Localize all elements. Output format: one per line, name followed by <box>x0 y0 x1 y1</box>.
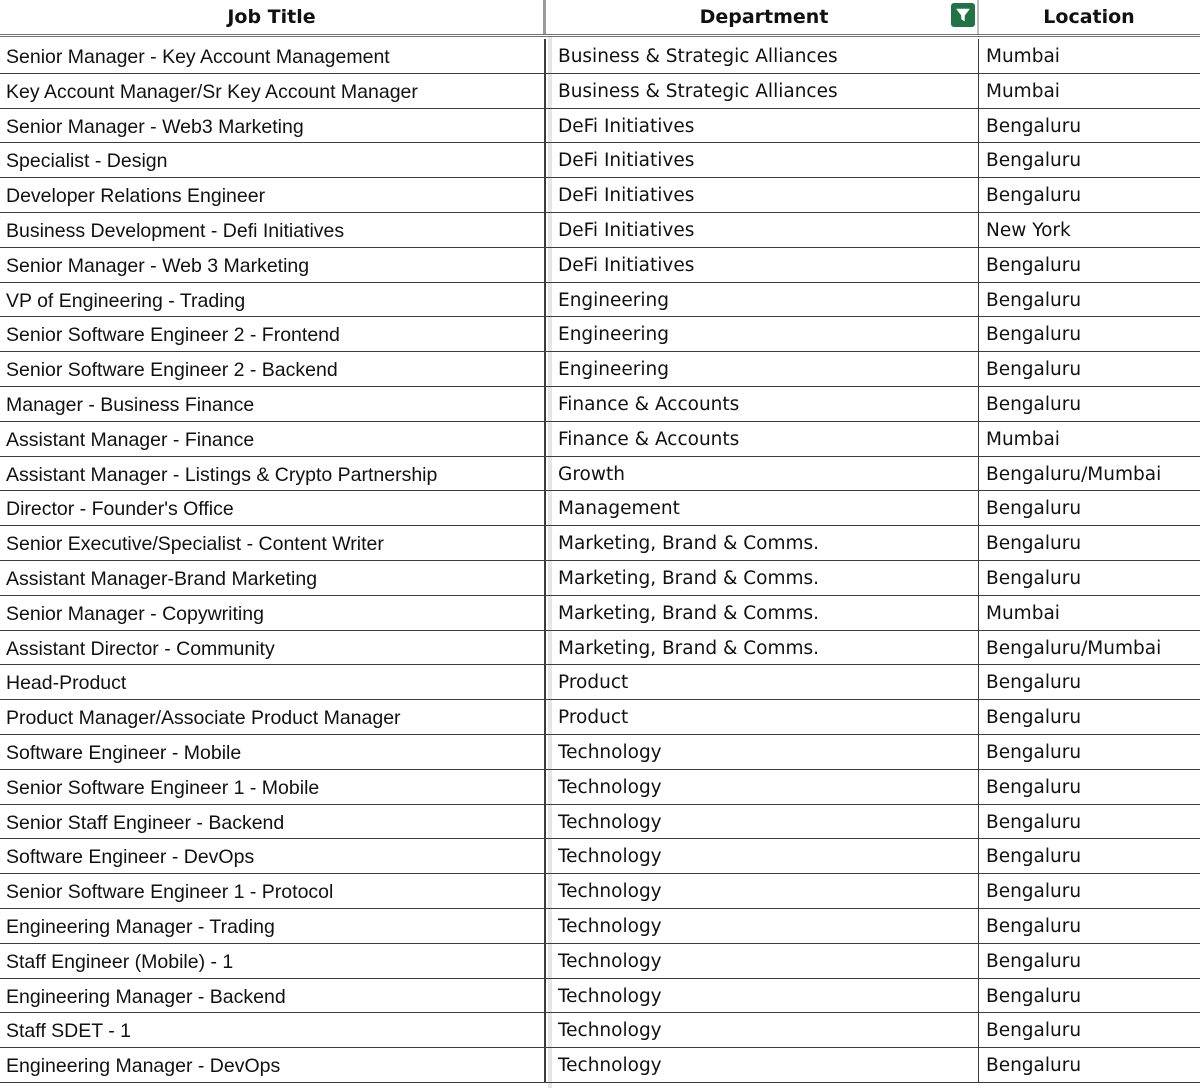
cell-location[interactable]: Bengaluru <box>986 1055 1082 1077</box>
table-row <box>0 74 1200 109</box>
table-row <box>0 839 1200 874</box>
cell-location[interactable]: Mumbai <box>986 46 1060 67</box>
cell-location[interactable]: Bengaluru <box>986 254 1082 276</box>
cell-job-title[interactable]: Senior Software Engineer 1 - Mobile <box>0 770 546 804</box>
filter-funnel-icon[interactable] <box>951 3 975 27</box>
cell-job-title[interactable]: VP of Engineering - Trading <box>0 283 546 317</box>
cell-department[interactable]: Technology <box>552 770 979 804</box>
cell-location[interactable]: Bengaluru <box>986 393 1082 415</box>
cell-job-title[interactable]: Product Manager/Associate Product Manager <box>0 700 546 734</box>
cell-location[interactable]: Bengaluru <box>986 185 1082 207</box>
cell-location[interactable]: Bengaluru <box>986 707 1082 729</box>
cell-department[interactable]: Marketing, Brand & Comms. <box>552 631 979 665</box>
cell-department[interactable]: Engineering <box>552 317 979 351</box>
column-header-department[interactable]: Department <box>551 0 979 34</box>
table-row <box>0 143 1200 178</box>
cell-department[interactable]: Product <box>552 700 979 734</box>
table-row <box>0 491 1200 526</box>
cell-job-title[interactable]: Engineering Manager - Backend <box>0 979 546 1013</box>
cell-job-title[interactable]: Developer Relations Engineer <box>0 178 546 212</box>
header-row <box>0 0 1200 37</box>
cell-location[interactable]: Bengaluru <box>986 672 1082 694</box>
cell-location[interactable]: Bengaluru <box>986 289 1082 311</box>
cell-location[interactable]: Bengaluru <box>986 846 1082 868</box>
cell-job-title[interactable]: Senior Staff Engineer - Backend <box>0 805 546 839</box>
table-row <box>0 735 1200 770</box>
table-body <box>0 39 1200 1083</box>
table-row <box>0 248 1200 283</box>
cell-job-title[interactable]: Senior Manager - Copywriting <box>0 596 546 630</box>
cell-location[interactable]: Bengaluru/Mumbai <box>986 637 1162 659</box>
cell-department[interactable]: Technology <box>552 735 979 769</box>
cell-job-title[interactable]: Engineering Manager - DevOps <box>0 1048 546 1082</box>
table-row <box>0 422 1200 457</box>
table-row <box>0 178 1200 213</box>
cell-department[interactable]: Business & Strategic Alliances <box>552 39 979 73</box>
cell-job-title[interactable]: Staff Engineer (Mobile) - 1 <box>0 944 546 978</box>
cell-job-title[interactable]: Specialist - Design <box>0 143 546 177</box>
cell-location[interactable]: Bengaluru <box>986 359 1082 381</box>
cell-location[interactable]: Bengaluru <box>986 811 1082 833</box>
table-row <box>0 457 1200 492</box>
cell-job-title[interactable]: Assistant Manager-Brand Marketing <box>0 561 546 595</box>
cell-department[interactable]: Product <box>552 665 979 699</box>
cell-department[interactable]: DeFi Initiatives <box>552 143 979 177</box>
cell-department[interactable]: DeFi Initiatives <box>552 213 979 247</box>
cell-location[interactable]: Mumbai <box>986 428 1060 450</box>
table-row <box>0 770 1200 805</box>
cell-department[interactable]: Technology <box>552 839 979 873</box>
cell-location[interactable]: Bengaluru <box>986 150 1082 172</box>
cell-department[interactable]: Marketing, Brand & Comms. <box>552 526 979 560</box>
column-header-location[interactable]: Location <box>1043 6 1135 28</box>
table-row <box>0 700 1200 735</box>
cell-location[interactable]: Bengaluru <box>986 324 1082 346</box>
table-row <box>0 283 1200 318</box>
cell-department[interactable]: Technology <box>552 805 979 839</box>
cell-department[interactable]: Growth <box>552 457 979 491</box>
cell-job-title[interactable]: Senior Software Engineer 1 - Protocol <box>0 874 546 908</box>
table-row <box>0 979 1200 1014</box>
table-row <box>0 631 1200 666</box>
cell-job-title[interactable]: Engineering Manager - Trading <box>0 909 546 943</box>
cell-job-title[interactable]: Senior Manager - Web3 Marketing <box>0 109 546 143</box>
cell-job-title[interactable]: Assistant Manager - Listings & Crypto Partnership <box>0 457 546 491</box>
cell-location[interactable]: Bengaluru <box>986 1020 1082 1042</box>
cell-location[interactable]: Mumbai <box>986 602 1060 624</box>
cell-location[interactable]: Bengaluru <box>986 881 1082 903</box>
cell-job-title[interactable]: Manager - Business Finance <box>0 387 546 421</box>
table-row <box>0 317 1200 352</box>
table-row <box>0 944 1200 979</box>
cell-department[interactable]: Technology <box>552 1048 979 1082</box>
table-row <box>0 909 1200 944</box>
table-row <box>0 1048 1200 1083</box>
table-row <box>0 352 1200 387</box>
table-row <box>0 526 1200 561</box>
cell-department[interactable]: Technology <box>552 1013 979 1047</box>
cell-location[interactable]: New York <box>986 219 1071 241</box>
table-row <box>0 874 1200 909</box>
cell-location[interactable]: Bengaluru <box>986 498 1082 520</box>
cell-location[interactable]: Bengaluru <box>986 915 1082 937</box>
cell-department[interactable]: Finance & Accounts <box>552 387 979 421</box>
cell-department[interactable]: DeFi Initiatives <box>552 248 979 282</box>
cell-job-title[interactable]: Senior Executive/Specialist - Content Writer <box>0 526 546 560</box>
cell-location[interactable]: Bengaluru <box>986 985 1082 1007</box>
cell-location[interactable]: Bengaluru <box>986 533 1082 555</box>
cell-department[interactable]: DeFi Initiatives <box>552 109 979 143</box>
cell-location[interactable]: Bengaluru/Mumbai <box>986 463 1162 485</box>
cell-job-title[interactable]: Assistant Manager - Finance <box>0 422 546 456</box>
cell-job-title[interactable]: Senior Manager - Key Account Management <box>0 39 546 73</box>
cell-job-title[interactable]: Software Engineer - DevOps <box>0 839 546 873</box>
cell-job-title[interactable]: Senior Software Engineer 2 - Frontend <box>0 317 546 351</box>
table-row <box>0 39 1200 74</box>
cell-department[interactable]: Marketing, Brand & Comms. <box>552 596 979 630</box>
cell-job-title[interactable]: Head-Product <box>0 665 546 699</box>
cell-department[interactable]: Technology <box>552 944 979 978</box>
cell-department[interactable]: DeFi Initiatives <box>552 178 979 212</box>
cell-location[interactable]: Bengaluru <box>986 567 1082 589</box>
cell-department[interactable]: Business & Strategic Alliances <box>552 74 979 108</box>
table-row <box>0 665 1200 700</box>
cell-job-title[interactable]: Director - Founder's Office <box>0 491 546 525</box>
cell-location[interactable]: Bengaluru <box>986 950 1082 972</box>
column-header-job-title[interactable]: Job Title <box>0 0 546 34</box>
table-row <box>0 387 1200 422</box>
cell-department[interactable]: Management <box>552 491 979 525</box>
table-row <box>0 596 1200 631</box>
cell-department[interactable]: Finance & Accounts <box>552 422 979 456</box>
cell-department[interactable]: Marketing, Brand & Comms. <box>552 561 979 595</box>
cell-department[interactable]: Engineering <box>552 352 979 386</box>
cell-department[interactable]: Technology <box>552 874 979 908</box>
cell-job-title[interactable]: Software Engineer - Mobile <box>0 735 546 769</box>
table-row <box>0 213 1200 248</box>
table-row <box>0 805 1200 840</box>
cell-location[interactable]: Mumbai <box>986 80 1060 102</box>
cell-job-title[interactable]: Senior Software Engineer 2 - Backend <box>0 352 546 386</box>
cell-department[interactable]: Technology <box>552 979 979 1013</box>
cell-location[interactable]: Bengaluru <box>986 741 1082 763</box>
cell-department[interactable]: Technology <box>552 909 979 943</box>
cell-job-title[interactable]: Assistant Director - Community <box>0 631 546 665</box>
cell-job-title[interactable]: Senior Manager - Web 3 Marketing <box>0 248 546 282</box>
table-row <box>0 561 1200 596</box>
cell-job-title[interactable]: Staff SDET - 1 <box>0 1013 546 1047</box>
cell-job-title[interactable]: Business Development - Defi Initiatives <box>0 213 546 247</box>
cell-job-title[interactable]: Key Account Manager/Sr Key Account Manager <box>0 74 546 108</box>
table-row <box>0 109 1200 144</box>
cell-location[interactable]: Bengaluru <box>986 776 1082 798</box>
cell-department[interactable]: Engineering <box>552 283 979 317</box>
table-row <box>0 1013 1200 1048</box>
cell-location[interactable]: Bengaluru <box>986 115 1082 137</box>
